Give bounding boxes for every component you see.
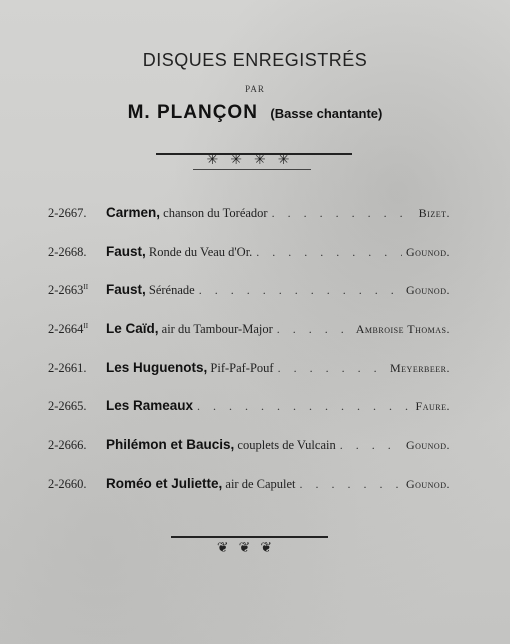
page-title: DISQUES ENREGISTRÉS (142, 50, 368, 70)
leader-dots (278, 361, 386, 376)
record-opera: Faust, (106, 243, 146, 259)
leader-dots (340, 438, 402, 453)
record-composer: Gounod. (405, 438, 450, 453)
record-number: 2-2661. (48, 360, 87, 375)
record-composer: Bizet. (418, 206, 450, 220)
record-opera: Les Rameaux (106, 398, 194, 414)
record-composer: Gounod. (405, 476, 450, 491)
singer-voice: (Basse chantante) (270, 106, 383, 121)
par-label: PAR (245, 84, 265, 94)
star-ornament: ✳✳✳✳ (206, 152, 302, 168)
record-composer: Gounod. (405, 283, 450, 298)
record-composer: Faure. (415, 399, 450, 414)
record-number: $2-2663^{II}$ (48, 283, 89, 298)
record-composer: Gounod. (405, 244, 450, 259)
record-row (48, 321, 450, 360)
record-number: $2-2664^{II}$ (48, 321, 89, 337)
floral-ornament-icon: ❦❦❦ (216, 540, 283, 556)
record-piece: couplets de Vulcain (234, 438, 336, 453)
leader-dots (300, 477, 402, 492)
record-number: 2-2668. (48, 244, 87, 259)
singer-name: M. PLANÇON (127, 102, 258, 123)
record-row (48, 360, 450, 399)
record-piece: Sérénade (145, 283, 195, 298)
record-row (48, 205, 450, 244)
leader-dots (277, 322, 352, 337)
record-row (48, 437, 450, 476)
leader-dots (199, 283, 402, 298)
record-row (48, 398, 450, 437)
star-underline (193, 169, 311, 170)
record-opera: Roméo et Juliette, (106, 475, 223, 491)
leader-dots (256, 245, 402, 260)
record-row (48, 282, 450, 321)
record-composer: Ambroise Thomas. (355, 322, 450, 337)
record-piece: air du Tambour-Major (158, 322, 273, 337)
record-number: 2-2665. (48, 399, 87, 414)
record-number: 2-2666. (48, 438, 87, 453)
record-opera: Les Huguenots, (106, 359, 208, 375)
singer-line (0, 102, 510, 124)
record-opera: Le Caïd, (106, 321, 159, 337)
record-opera: Faust, (106, 282, 146, 298)
leader-dots (272, 206, 415, 221)
leader-dots (197, 399, 412, 414)
record-piece: chanson du Toréador (160, 206, 268, 220)
record-composer: Meyerbeer. (389, 360, 450, 375)
record-piece: Pif-Paf-Pouf (207, 360, 274, 375)
record-list (48, 205, 450, 515)
record-opera: Philémon et Baucis, (106, 437, 235, 453)
record-piece: Ronde du Veau d'Or. (145, 244, 253, 259)
record-number: 2-2660. (48, 476, 87, 491)
record-row (48, 244, 450, 283)
record-number: 2-2667. (48, 206, 87, 220)
record-opera: Carmen, (106, 205, 161, 220)
bottom-rule (171, 536, 328, 538)
record-piece: air de Capulet (222, 476, 296, 491)
record-row (48, 476, 450, 515)
